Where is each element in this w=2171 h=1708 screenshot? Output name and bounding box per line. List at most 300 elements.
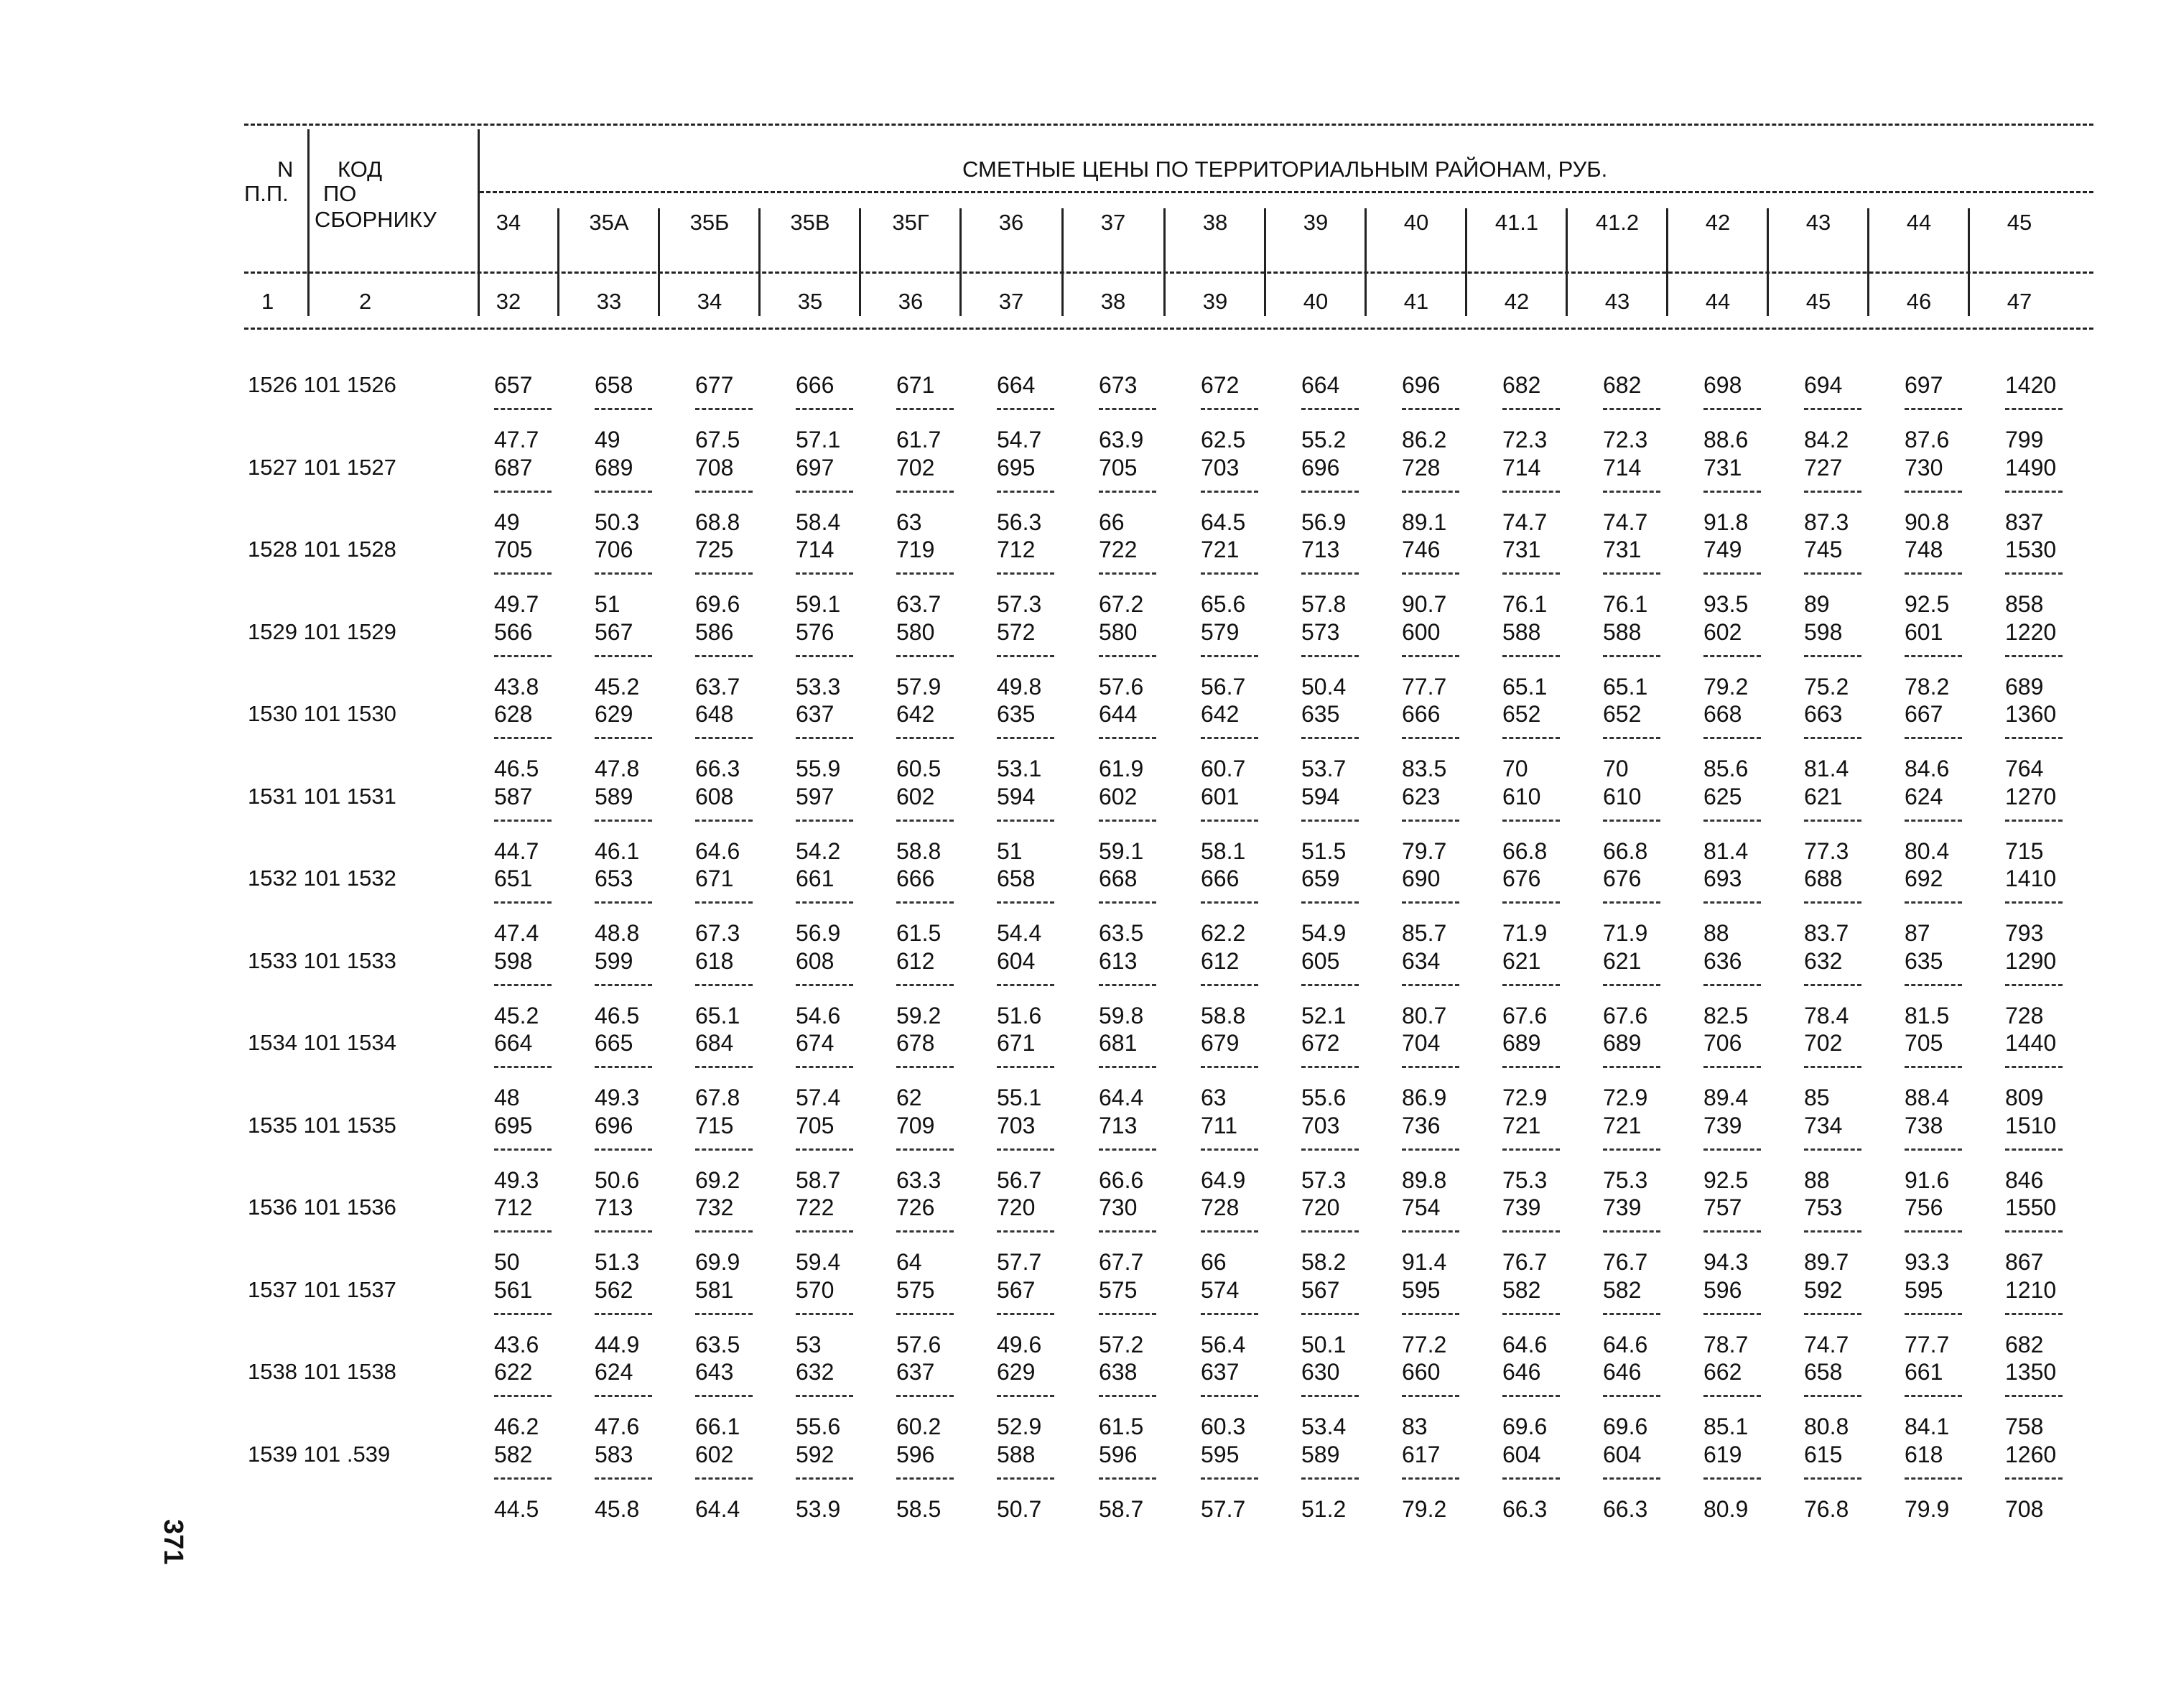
fraction-rule — [1603, 1230, 1660, 1233]
price-cell: 89.7 — [1804, 1249, 1849, 1275]
price-cell: 715 — [2005, 837, 2044, 864]
fraction-rule — [595, 572, 652, 575]
price-cell: 661 — [796, 865, 835, 891]
price-cell: 47.6 — [595, 1414, 640, 1439]
price-cell: 661 — [1905, 1359, 1943, 1385]
column-number: 39 — [1202, 289, 1228, 314]
fraction-rule — [1201, 901, 1258, 904]
price-cell: 74.7 — [1502, 509, 1548, 535]
fraction-rule — [1603, 491, 1660, 493]
price-cell: 68.8 — [695, 509, 740, 535]
price-cell: 706 — [595, 537, 633, 562]
price-cell: 49 — [595, 427, 620, 452]
fraction-rule — [1804, 1066, 1861, 1068]
price-cell: 46.5 — [494, 756, 539, 781]
price-cell: 720 — [997, 1194, 1036, 1220]
price-cell: 48.8 — [595, 920, 640, 946]
fraction-rule — [1502, 820, 1560, 822]
price-cell: 722 — [796, 1194, 835, 1220]
column-divider — [1767, 208, 1769, 316]
fraction-rule — [1301, 1066, 1359, 1068]
price-cell: 858 — [2005, 591, 2044, 617]
district-header: 45 — [2007, 210, 2032, 235]
price-cell: 88.6 — [1703, 427, 1749, 452]
price-cell: 644 — [1099, 701, 1138, 727]
district-header: 37 — [1100, 210, 1126, 235]
fraction-rule — [896, 491, 954, 493]
price-cell: 44.5 — [494, 1495, 539, 1522]
fraction-rule — [1099, 1313, 1156, 1315]
district-header: 40 — [1403, 210, 1429, 235]
price-cell: 65.1 — [1502, 673, 1548, 700]
price-cell: 59.8 — [1099, 1002, 1144, 1029]
price-cell: 731 — [1603, 537, 1642, 562]
price-cell: 728 — [1402, 454, 1441, 481]
price-cell: 55.9 — [796, 756, 841, 781]
price-cell: 721 — [1502, 1112, 1541, 1138]
fraction-rule — [1099, 1230, 1156, 1233]
fraction-rule — [1402, 1395, 1459, 1397]
price-cell: 637 — [1201, 1359, 1240, 1385]
column-divider — [1465, 208, 1467, 316]
price-cell: 659 — [1301, 865, 1340, 891]
price-cell: 570 — [796, 1276, 835, 1303]
price-cell: 50.4 — [1301, 673, 1347, 700]
fraction-rule — [1703, 901, 1761, 904]
fraction-rule — [695, 1230, 753, 1233]
price-cell: 66.3 — [1502, 1495, 1548, 1522]
column-number: 32 — [496, 289, 521, 314]
price-cell: 658 — [595, 372, 633, 398]
fraction-rule — [796, 1395, 853, 1397]
price-cell: 51.6 — [997, 1002, 1042, 1029]
fraction-rule — [1099, 1477, 1156, 1480]
fraction-rule — [1804, 491, 1861, 493]
column-divider — [1867, 208, 1869, 316]
fraction-rule — [1905, 820, 1962, 822]
fraction-rule — [1201, 491, 1258, 493]
fraction-rule — [1201, 737, 1258, 739]
price-cell: 85.7 — [1402, 920, 1447, 946]
price-cell: 745 — [1804, 537, 1843, 562]
price-cell: 658 — [997, 865, 1036, 891]
column-divider — [1968, 208, 1970, 316]
fraction-rule — [1502, 1066, 1560, 1068]
fraction-rule — [1804, 1313, 1861, 1315]
price-cell: 709 — [896, 1112, 935, 1138]
fraction-rule — [796, 655, 853, 657]
fraction-rule — [2005, 491, 2063, 493]
fraction-rule — [1703, 737, 1761, 739]
price-cell: 66 — [1201, 1249, 1227, 1275]
price-cell: 595 — [1402, 1276, 1441, 1303]
price-cell: 60.7 — [1201, 756, 1246, 781]
price-cell: 739 — [1502, 1194, 1541, 1220]
fraction-rule — [1301, 1230, 1359, 1233]
fraction-rule — [1402, 1313, 1459, 1315]
price-cell: 87.6 — [1905, 427, 1950, 452]
price-cell: 58.8 — [1201, 1002, 1246, 1029]
price-cell: 58.7 — [796, 1166, 841, 1193]
code-label: КОД — [338, 157, 383, 182]
price-cell: 55.6 — [796, 1414, 841, 1439]
column-number: 36 — [898, 289, 924, 314]
price-cell: 93.5 — [1703, 591, 1749, 617]
price-cell: 57.2 — [1099, 1331, 1144, 1357]
price-cell: 1290 — [2005, 947, 2057, 974]
price-cell: 60.3 — [1201, 1414, 1246, 1439]
column-number: 44 — [1705, 289, 1731, 314]
fraction-rule — [695, 820, 753, 822]
price-cell: 748 — [1905, 537, 1943, 562]
price-cell: 52.9 — [997, 1414, 1042, 1439]
price-cell: 583 — [595, 1441, 633, 1467]
district-header: 35Г — [892, 210, 929, 235]
fraction-rule — [1905, 1395, 1962, 1397]
price-cell: 92.5 — [1905, 591, 1950, 617]
price-cell: 703 — [1201, 454, 1240, 481]
price-cell: 74.7 — [1603, 509, 1648, 535]
price-cell: 660 — [1402, 1359, 1441, 1385]
price-cell: 793 — [2005, 920, 2044, 946]
price-cell: 688 — [1804, 865, 1843, 891]
fraction-rule — [1201, 655, 1258, 657]
price-cell: 66.3 — [695, 756, 740, 781]
price-cell: 61.5 — [896, 920, 942, 946]
price-cell: 693 — [1703, 865, 1742, 891]
district-header: 34 — [496, 210, 521, 235]
price-cell: 713 — [1099, 1112, 1138, 1138]
fraction-rule — [1703, 1230, 1761, 1233]
price-cell: 67.6 — [1502, 1002, 1548, 1029]
fraction-rule — [494, 491, 552, 493]
price-cell: 719 — [896, 537, 935, 562]
fraction-rule — [896, 984, 954, 986]
fraction-rule — [1703, 1066, 1761, 1068]
row-code: 1529 101 1529 — [248, 618, 396, 644]
price-cell: 66.8 — [1603, 837, 1648, 864]
price-cell: 588 — [997, 1441, 1036, 1467]
row-code: 1536 101 1536 — [248, 1194, 396, 1220]
fraction-rule — [2005, 984, 2063, 986]
column-number: 45 — [1805, 289, 1831, 314]
fraction-rule — [2005, 820, 2063, 822]
price-cell: 75.3 — [1603, 1166, 1648, 1193]
fraction-rule — [494, 901, 552, 904]
fraction-rule — [1603, 820, 1660, 822]
row-code: 1539 101 .539 — [248, 1441, 391, 1467]
fraction-rule — [1402, 572, 1459, 575]
fraction-rule — [1402, 1230, 1459, 1233]
fraction-rule — [997, 901, 1054, 904]
main-title: СМЕТНЫЕ ЦЕНЫ ПО ТЕРРИТОРИАЛЬНЫМ РАЙОНАМ, РУБ. — [962, 157, 1608, 182]
price-cell: 53.1 — [997, 756, 1042, 781]
price-cell: 62 — [896, 1085, 922, 1110]
column-divider — [959, 208, 962, 316]
price-cell: 62.5 — [1201, 427, 1246, 452]
price-cell: 635 — [1301, 701, 1340, 727]
fraction-rule — [595, 1066, 652, 1068]
price-cell: 72.9 — [1603, 1085, 1648, 1110]
fraction-rule — [1502, 491, 1560, 493]
price-cell: 671 — [695, 865, 734, 891]
fraction-rule — [1603, 984, 1660, 986]
price-cell: 57.6 — [896, 1331, 942, 1357]
price-cell: 679 — [1201, 1030, 1240, 1056]
price-cell: 56.7 — [997, 1166, 1042, 1193]
price-cell: 51.5 — [1301, 837, 1347, 864]
price-cell: 89.4 — [1703, 1085, 1749, 1110]
fraction-rule — [997, 1066, 1054, 1068]
fraction-rule — [1301, 1313, 1359, 1315]
column-divider — [1666, 208, 1668, 316]
price-cell: 1530 — [2005, 537, 2057, 562]
fraction-rule — [997, 984, 1054, 986]
price-cell: 632 — [1804, 947, 1843, 974]
fraction-rule — [1603, 1066, 1660, 1068]
price-cell: 600 — [1402, 618, 1441, 645]
price-cell: 84.2 — [1804, 427, 1849, 452]
fraction-rule — [1905, 901, 1962, 904]
price-cell: 637 — [896, 1359, 935, 1385]
price-cell: 566 — [494, 618, 533, 645]
price-cell: 55.2 — [1301, 427, 1347, 452]
price-cell: 704 — [1402, 1030, 1441, 1056]
fraction-rule — [1099, 408, 1156, 410]
fraction-rule — [1905, 737, 1962, 739]
price-cell: 64.4 — [695, 1495, 740, 1522]
price-cell: 728 — [2005, 1002, 2044, 1029]
fraction-rule — [1201, 572, 1258, 575]
pp-label: П.П. — [244, 181, 289, 206]
price-cell: 79.2 — [1402, 1495, 1447, 1522]
price-cell: 637 — [796, 701, 835, 727]
price-cell: 58.2 — [1301, 1249, 1347, 1275]
price-cell: 598 — [1804, 618, 1843, 645]
price-cell: 43.8 — [494, 673, 539, 700]
fraction-rule — [1603, 572, 1660, 575]
price-cell: 76.7 — [1502, 1249, 1548, 1275]
fraction-rule — [1804, 820, 1861, 822]
fraction-rule — [1201, 1066, 1258, 1068]
row-code: 1526 101 1526 — [248, 372, 396, 397]
price-cell: 749 — [1703, 537, 1742, 562]
price-cell: 668 — [1703, 701, 1742, 727]
price-cell: 799 — [2005, 427, 2044, 452]
price-cell: 664 — [997, 372, 1036, 398]
price-cell: 677 — [695, 372, 734, 398]
price-cell: 567 — [997, 1276, 1036, 1303]
price-cell: 715 — [695, 1112, 734, 1138]
price-cell: 635 — [997, 701, 1036, 727]
fraction-rule — [896, 1395, 954, 1397]
row-code: 1538 101 1538 — [248, 1359, 396, 1384]
price-cell: 51.3 — [595, 1249, 640, 1275]
price-cell: 50.1 — [1301, 1331, 1347, 1357]
price-cell: 72.3 — [1603, 427, 1648, 452]
fraction-rule — [796, 1477, 853, 1480]
price-cell: 682 — [1603, 372, 1642, 398]
price-cell: 70 — [1502, 756, 1528, 781]
price-cell: 57.7 — [997, 1249, 1042, 1275]
price-cell: 619 — [1703, 1441, 1742, 1467]
row-code: 1532 101 1532 — [248, 865, 396, 891]
price-cell: 714 — [1502, 454, 1541, 481]
column-divider — [758, 208, 761, 316]
price-cell: 696 — [1402, 372, 1441, 398]
price-cell: 82.5 — [1703, 1002, 1749, 1029]
price-cell: 89.1 — [1402, 509, 1447, 535]
price-cell: 602 — [1703, 618, 1742, 645]
price-cell: 1440 — [2005, 1030, 2057, 1056]
price-cell: 705 — [1099, 454, 1138, 481]
price-cell: 658 — [1804, 1359, 1843, 1385]
fraction-rule — [2005, 655, 2063, 657]
price-cell: 739 — [1703, 1112, 1742, 1138]
fraction-rule — [1804, 1230, 1861, 1233]
fraction-rule — [494, 655, 552, 657]
fraction-rule — [1804, 572, 1861, 575]
fraction-rule — [1201, 1477, 1258, 1480]
price-cell: 57.9 — [896, 673, 942, 700]
fraction-rule — [494, 984, 552, 986]
fraction-rule — [896, 1066, 954, 1068]
price-cell: 676 — [1502, 865, 1541, 891]
fraction-rule — [1603, 408, 1660, 410]
column-divider — [1264, 208, 1266, 316]
price-cell: 80.7 — [1402, 1002, 1447, 1029]
fraction-rule — [1603, 1477, 1660, 1480]
price-cell: 1410 — [2005, 865, 2057, 891]
price-cell: 93.3 — [1905, 1249, 1950, 1275]
fraction-rule — [2005, 408, 2063, 410]
price-cell: 625 — [1703, 783, 1742, 809]
price-cell: 47.4 — [494, 920, 539, 946]
price-cell: 80.8 — [1804, 1414, 1849, 1439]
price-cell: 66.8 — [1502, 837, 1548, 864]
price-cell: 49.3 — [595, 1085, 640, 1110]
price-cell: 66 — [1099, 509, 1125, 535]
price-cell: 51 — [997, 837, 1023, 864]
price-cell: 45.2 — [595, 673, 640, 700]
price-cell: 79.7 — [1402, 837, 1447, 864]
price-cell: 596 — [1099, 1441, 1138, 1467]
price-cell: 666 — [796, 372, 835, 398]
fraction-rule — [1603, 655, 1660, 657]
column-number: 35 — [797, 289, 823, 314]
price-cell: 59.2 — [896, 1002, 942, 1029]
price-cell: 77.7 — [1402, 673, 1447, 700]
fraction-rule — [2005, 737, 2063, 739]
price-cell: 1510 — [2005, 1112, 2057, 1138]
price-cell: 574 — [1201, 1276, 1240, 1303]
fraction-rule — [1201, 1313, 1258, 1315]
price-cell: 681 — [1099, 1030, 1138, 1056]
price-cell: 69.6 — [1502, 1414, 1548, 1439]
fraction-rule — [896, 1148, 954, 1151]
price-cell: 49.7 — [494, 591, 539, 617]
price-cell: 64 — [896, 1249, 922, 1275]
fraction-rule — [1502, 984, 1560, 986]
top-rule — [244, 124, 2093, 126]
price-cell: 708 — [695, 454, 734, 481]
fraction-rule — [695, 1395, 753, 1397]
price-cell: 60.2 — [896, 1414, 942, 1439]
price-cell: 91.4 — [1402, 1249, 1447, 1275]
price-cell: 758 — [2005, 1414, 2044, 1439]
fraction-rule — [1301, 491, 1359, 493]
price-cell: 59.4 — [796, 1249, 841, 1275]
district-header: 41.2 — [1595, 210, 1640, 235]
fraction-rule — [997, 1230, 1054, 1233]
fraction-rule — [796, 820, 853, 822]
price-cell: 703 — [997, 1112, 1036, 1138]
column-divider — [1566, 208, 1568, 316]
column-number: 46 — [1906, 289, 1932, 314]
fraction-rule — [595, 737, 652, 739]
fraction-rule — [1603, 737, 1660, 739]
price-cell: 78.2 — [1905, 673, 1950, 700]
price-cell: 54.9 — [1301, 920, 1347, 946]
price-cell: 728 — [1201, 1194, 1240, 1220]
fraction-rule — [1301, 655, 1359, 657]
price-cell: 94.3 — [1703, 1249, 1749, 1275]
price-cell: 69.9 — [695, 1249, 740, 1275]
fraction-rule — [595, 1395, 652, 1397]
fraction-rule — [1099, 1395, 1156, 1397]
fraction-rule — [2005, 1477, 2063, 1480]
price-cell: 84.1 — [1905, 1414, 1950, 1439]
price-cell: 684 — [695, 1030, 734, 1056]
fraction-rule — [2005, 1148, 2063, 1151]
page-number: 371 — [158, 1519, 188, 1565]
fraction-rule — [1402, 408, 1459, 410]
price-cell: 72.9 — [1502, 1085, 1548, 1110]
fraction-rule — [1804, 1477, 1861, 1480]
price-cell: 50 — [494, 1249, 520, 1275]
price-cell: 580 — [1099, 618, 1138, 645]
price-cell: 53.9 — [796, 1495, 841, 1522]
price-cell: 66.3 — [1603, 1495, 1648, 1522]
price-cell: 657 — [494, 372, 533, 398]
price-cell: 682 — [2005, 1331, 2044, 1357]
price-cell: 81.4 — [1703, 837, 1749, 864]
price-cell: 76.1 — [1603, 591, 1648, 617]
column-number: 2 — [359, 289, 372, 314]
price-cell: 652 — [1502, 701, 1541, 727]
fraction-rule — [2005, 1313, 2063, 1315]
fraction-rule — [695, 1066, 753, 1068]
price-cell: 721 — [1201, 537, 1240, 562]
column-divider — [1365, 208, 1367, 316]
fraction-rule — [896, 408, 954, 410]
fraction-rule — [1402, 655, 1459, 657]
price-cell: 582 — [1502, 1276, 1541, 1303]
fraction-rule — [1905, 1313, 1962, 1315]
fraction-rule — [1703, 408, 1761, 410]
price-cell: 47.8 — [595, 756, 640, 781]
price-cell: 55.6 — [1301, 1085, 1347, 1110]
price-cell: 51.2 — [1301, 1495, 1347, 1522]
price-cell: 1550 — [2005, 1194, 2057, 1220]
price-cell: 1350 — [2005, 1359, 2057, 1385]
fraction-rule — [896, 572, 954, 575]
price-cell: 57.3 — [997, 591, 1042, 617]
fraction-rule — [1804, 984, 1861, 986]
fraction-rule — [595, 901, 652, 904]
price-cell: 49.8 — [997, 673, 1042, 700]
price-cell: 632 — [796, 1359, 835, 1385]
